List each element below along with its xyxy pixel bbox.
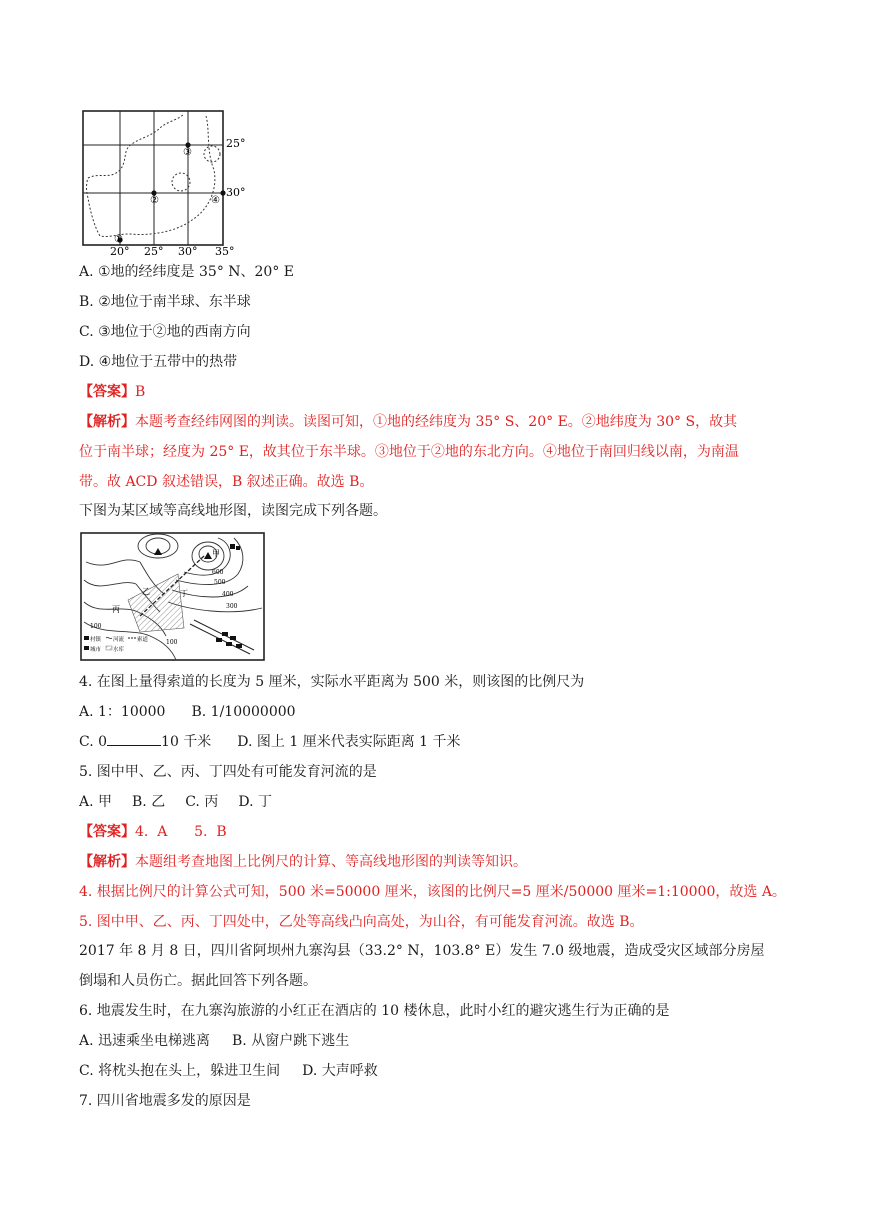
q7-stem: 7. 四川省地震多发的原因是 [79,1093,251,1109]
q4-option-d: D. 图上 1 厘米代表实际距离 1 千米 [237,734,461,750]
earthquake-intro-line1: 2017 年 8 月 8 日，四川省阿坝州九寨沟县（33.2° N，103.8° E）发生 7.0 级地震，造成受灾区域部分房屋 [79,943,765,959]
yi-label: 乙 [142,587,150,596]
q6-options-ab [79,1031,349,1051]
lon-30-label: 30° [178,245,198,258]
q3-option-c: C. ③地位于②地的西南方向 [79,324,251,340]
answer-tag: 【答案】 [79,384,135,400]
lat-25-label: 25° [226,137,246,150]
lon-35-label: 35° [215,245,235,258]
lat-30-label: 30° [226,186,246,199]
contour-100-left: 100 [90,623,102,630]
q6-option-b: B. 从窗户跳下逃生 [232,1033,350,1049]
ding-label: 丁 [180,589,188,598]
explanation-text: 本题考查经纬网图的判读。读图可知，①地的经纬度为 35° S、20° E。②地纬度为 30° S，故其 [135,414,738,430]
q4-option-c-start: C. 0 [79,734,108,750]
q5-stem: 5. 图中甲、乙、丙、丁四处有可能发育河流的是 [79,764,377,780]
answer-tag: 【答案】 [79,824,135,840]
q5-option-d: D. 丁 [238,794,272,810]
answer-value: B [135,384,146,400]
q6-option-a: A. 迅速乘坐电梯逃离 [79,1033,211,1049]
explanation-q3-line2: 位于南半球；经度为 25° E，故其位于东半球。③地位于②地的东北方向。④地位于南回归线以南，为南温 [79,444,739,460]
bing-label: 丙 [112,605,120,614]
lon-20-label: 20° [110,245,130,258]
q3-option-d: D. ④地位于五带中的热带 [79,354,238,370]
q3-option-a: A. ①地的经纬度是 35° N、20° E [79,264,295,280]
contour-300: 300 [226,603,238,610]
q5-option-b: B. 乙 [132,794,166,810]
q6-stem: 6. 地震发生时，在九寨沟旅游的小红正在酒店的 10 楼休息，此时小红的避灾逃生行为正确的是 [79,1003,670,1019]
q4-option-a: A. 1：10000 [79,704,166,720]
answer-q4-q5 [79,822,227,842]
contour-100-bottom: 100 [166,639,178,646]
explanation-q4-q5 [79,852,527,872]
explanation-text: 本题组考查地图上比例尺的计算、等高线地形图的判读等知识。 [135,854,527,870]
point-3-label: ③ [183,147,192,158]
explanation-tag: 【解析】 [79,854,135,870]
latlong-grid-map [80,110,250,258]
legend-cableway: 索道 [137,637,149,643]
earthquake-intro-line2: 倒塌和人员伤亡。据此回答下列各题。 [79,973,317,989]
q6-options-cd [79,1061,378,1081]
legend-reservoir: 水库 [113,647,125,653]
contour-intro: 下图为某区域等高线地形图，读图完成下列各题。 [79,503,387,519]
point-2-label: ② [150,195,159,206]
contour-500: 500 [214,579,226,586]
explanation-q3-line3: 带。故 ACD 叙述错误，B 叙述正确。故选 B。 [79,474,374,490]
q5-option-a: A. 甲 [79,794,113,810]
q6-option-d: D. 大声呼救 [302,1063,378,1079]
q4-option-c-end: 10 千米 [161,734,212,750]
explanation-q4: 4. 根据比例尺的计算公式可知，500 米=50000 厘米，该图的比例尺=5 厘米/50000 厘米=1:10000，故选 A。 [79,884,786,900]
explanation-q3-line1 [79,412,737,432]
contour-map [80,532,265,662]
q4-stem: 4. 在图上量得索道的长度为 5 厘米，实际水平距离为 500 米，则该图的比例尺为 [79,674,585,690]
legend-river: 河流 [113,637,125,643]
point-1-label: ① [114,234,123,245]
contour-600: 600 [212,569,224,576]
scale-bar [107,733,161,746]
q5-option-c: C. 丙 [185,794,219,810]
q6-option-c: C. 将枕头抱在头上，躲进卫生间 [79,1063,281,1079]
answer-value: 4. A 5. B [135,824,227,840]
q3-option-b: B. ②地位于南半球、东半球 [79,294,251,310]
lon-25-label: 25° [144,245,164,258]
legend-town: 村镇 [90,637,102,643]
jia-label: 甲 [212,549,220,558]
contour-400: 400 [222,591,234,598]
q4-option-b: B. 1/10000000 [191,704,296,720]
explanation-tag: 【解析】 [79,414,135,430]
q4-options-cd [79,732,461,752]
point-4-label: ④ [211,195,220,206]
explanation-q5: 5. 图中甲、乙、丙、丁四处中，乙处等高线凸向高处，为山谷，有可能发育河流。故选 B。 [79,914,644,930]
q4-options-ab [79,702,296,722]
q5-options [79,792,272,812]
answer-q3 [79,382,145,402]
q4-option-c [79,734,211,750]
legend-city: 城市 [90,647,102,653]
